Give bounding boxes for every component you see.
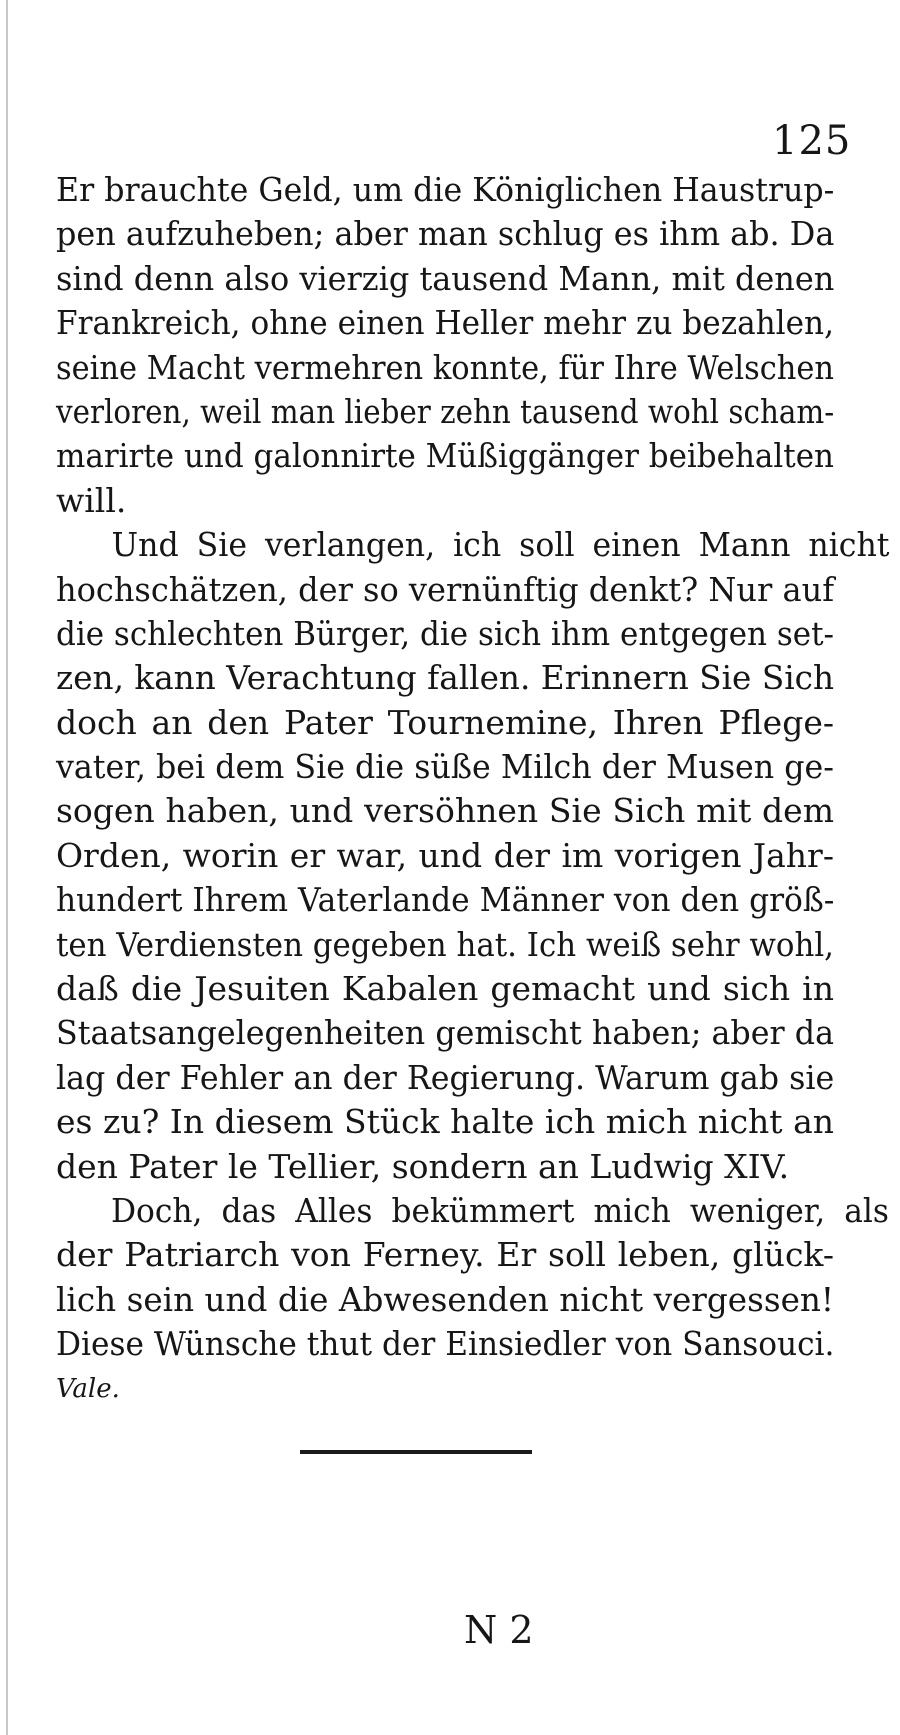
text-line: will.	[56, 480, 127, 520]
text-line: Doch, das Alles bekümmert mich weniger, als	[110, 1190, 889, 1230]
text-line: Diese Wünsche thut der Einsiedler von Sansouci.	[56, 1324, 835, 1364]
text-line: sogen haben, und versöhnen Sie Sich mit dem	[56, 791, 834, 831]
text-line: die schlechten Bürger, die sich ihm entgegen set-	[56, 613, 834, 653]
text-line: doch an den Pater Tournemine, Ihren Pflege-	[56, 702, 834, 742]
text-line: zen, kann Verachtung fallen. Erinnern Sie Sich	[56, 658, 834, 698]
page-number: 125	[772, 118, 852, 164]
text-line: hochschätzen, der so vernünftig denkt? Nur auf	[56, 569, 835, 609]
text-line: Staatsangelegenheiten gemischt haben; aber da	[56, 1013, 834, 1053]
text-line: verloren, weil man lieber zehn tausend wohl scham-	[56, 391, 835, 431]
text-line: den Pater le Tellier, sondern an Ludwig XIV.	[56, 1146, 790, 1186]
text-line: lag der Fehler an der Regierung. Warum gab sie	[56, 1057, 835, 1097]
text-line: der Patriarch von Ferney. Er soll leben, glück-	[56, 1235, 834, 1275]
text-line: marirte und galonnirte Müßiggänger beibehalten	[56, 436, 834, 476]
signature-mark: N 2	[464, 1608, 534, 1652]
text-line: Vale.	[56, 1373, 120, 1404]
text-line: pen aufzuheben; aber man schlug es ihm ab. Da	[56, 214, 835, 254]
body-text	[56, 168, 890, 1411]
text-line: daß die Jesuiten Kabalen gemacht und sich in	[56, 969, 834, 1009]
text-line: Frankreich, ohne einen Heller mehr zu bezahlen,	[56, 303, 834, 343]
text-line: lich sein und die Abwesenden nicht vergessen!	[56, 1279, 834, 1319]
text-line: ten Verdiensten gegeben hat. Ich weiß sehr wohl,	[56, 924, 834, 964]
text-line: Er brauchte Geld, um die Königlichen Haustrup-	[56, 170, 835, 209]
text-line: vater, bei dem Sie die süße Milch der Musen ge-	[56, 747, 834, 787]
text-line: sind denn also vierzig tausend Mann, mit denen	[56, 258, 835, 298]
text-line: Und Sie verlangen, ich soll einen Mann nicht	[111, 525, 890, 565]
text-line: es zu? In diesem Stück halte ich mich nicht an	[56, 1102, 834, 1142]
page-edge	[6, 0, 8, 1735]
section-divider	[300, 1450, 532, 1454]
text-line: Orden, worin er war, und der im vorigen Jahr-	[56, 835, 834, 875]
text-line: hundert Ihrem Vaterlande Männer von den größ-	[56, 880, 835, 920]
text-line: seine Macht vermehren konnte, für Ihre Welschen	[56, 347, 835, 387]
